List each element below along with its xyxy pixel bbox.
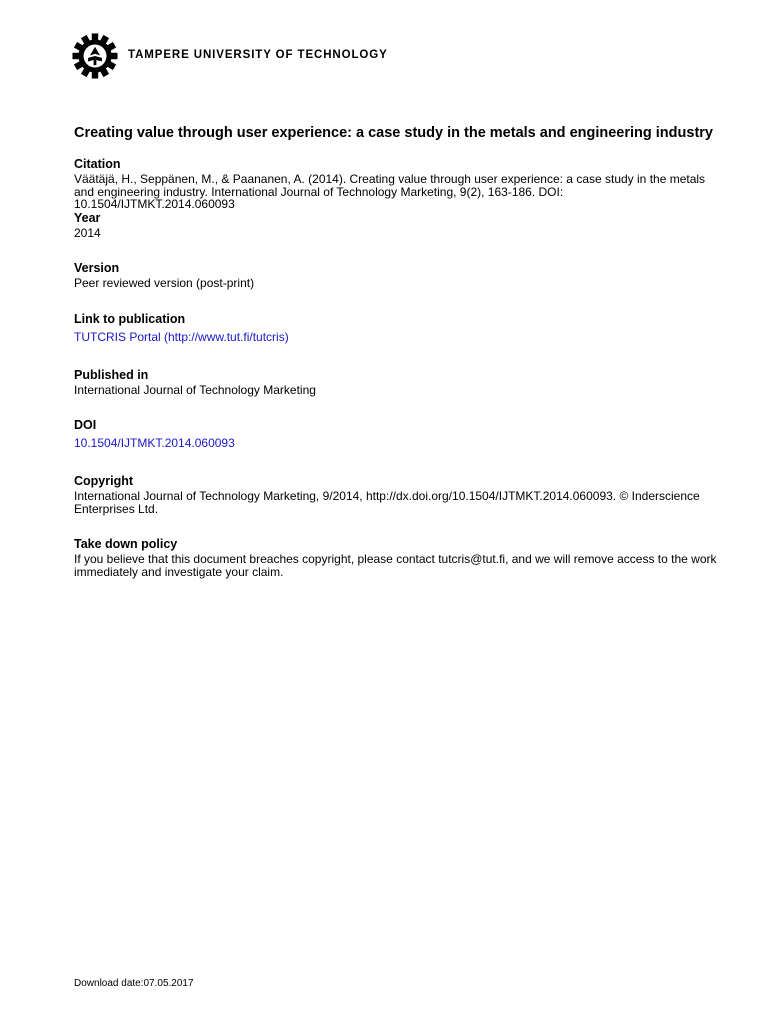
year-label: Year	[74, 210, 101, 225]
gear-logo-icon	[72, 33, 118, 79]
published-in-value: International Journal of Technology Marketing	[74, 382, 316, 397]
doi-link[interactable]: 10.1504/IJTMKT.2014.060093	[74, 436, 235, 450]
copyright-label: Copyright	[74, 474, 134, 488]
published-in-label: Published in	[74, 367, 149, 382]
tutcris-portal-link[interactable]: TUTCRIS Portal (http://www.tut.fi/tutcris)	[74, 329, 289, 344]
citation-label: Citation	[74, 157, 121, 171]
link-to-publication-label: Link to publication	[74, 311, 186, 326]
take-down-policy-value: If you believe that this document breaches copyright, please contact tutcris@tut.fi, and we will remove access to the work immediately and investigate your claim.	[74, 552, 717, 579]
doi-label: DOI	[74, 418, 97, 432]
version-label: Version	[74, 261, 120, 275]
copyright-value: International Journal of Technology Marketing, 9/2014, http://dx.doi.org/10.1504/IJTMKT.2014.060093. © Inderscience Enterprises Ltd.	[74, 489, 700, 516]
citation-value: Väätäjä, H., Seppänen, M., & Paananen, A. (2014). Creating value through user experience: a case study in the metals and engineering industry. International Journal of Technology Marketing, 9(2), 163-186. DOI: 10.1504/IJTMKT.2014.060093	[74, 172, 706, 211]
document-title: Creating value through user experience: a case study in the metals and engineering industry	[74, 125, 713, 141]
university-name: TAMPERE UNIVERSITY OF TECHNOLOGY	[128, 49, 388, 61]
take-down-policy-label: Take down policy	[74, 537, 178, 551]
version-value: Peer reviewed version (post-print)	[74, 276, 255, 290]
year-value: 2014	[74, 225, 101, 240]
download-date: Download date:07.05.2017	[74, 978, 194, 989]
document-content	[74, 125, 724, 578]
